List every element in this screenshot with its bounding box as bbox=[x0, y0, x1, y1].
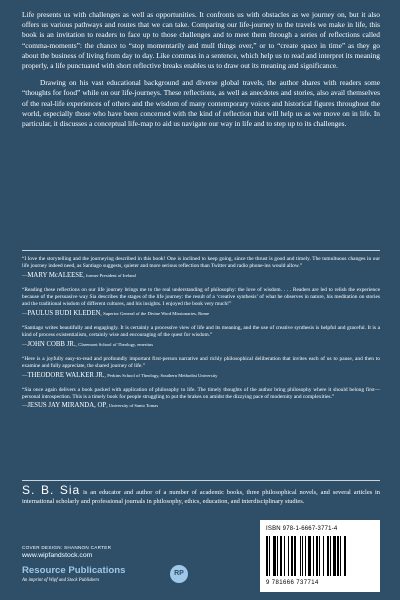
publisher-website: www.wipfandstock.com bbox=[22, 552, 93, 559]
publisher-imprint: An imprint of Wipf and Stock Publishers bbox=[22, 578, 100, 583]
barcode-bar bbox=[300, 536, 301, 576]
review-2 bbox=[22, 287, 380, 318]
barcode-bar bbox=[313, 536, 314, 576]
publisher-name: Resource Publications bbox=[22, 565, 126, 576]
review-quote: “Here is a joyfully easy-to-read and profoundly important first-person narrative and richly philosophical deliberation that invites each of us to pause, and then to examine and fully appreciate, the shared journey of life.” bbox=[22, 355, 380, 370]
reviewer-name: JOHN COBB JR. bbox=[27, 340, 76, 348]
review-attribution: —THEODORE WALKER JR., Perkins School of Theology, Southern Methodist University bbox=[22, 371, 218, 379]
barcode-bar bbox=[273, 536, 276, 576]
barcode-bar bbox=[316, 536, 318, 576]
review-quote: “Sia once again delivers a book packed with application of philosophy to life. The timely thoughts of the author bring philosophy where it should belong first—personal introspection. This is a timely book for people struggling to put the brakes on amidst the dizzying pace of modernity and complexities.” bbox=[22, 386, 380, 401]
barcode-bar bbox=[330, 536, 331, 576]
barcode-bar bbox=[269, 536, 270, 576]
author-name: S. B. Sia bbox=[22, 483, 81, 497]
review-attribution: —MARY McALEESE, former President of Ireland bbox=[22, 271, 136, 279]
barcode-icon bbox=[266, 536, 374, 576]
barcode-bar bbox=[288, 536, 289, 576]
author-bio bbox=[22, 483, 380, 506]
reviewer-name: MARY McALEESE bbox=[27, 271, 84, 279]
barcode-bar bbox=[266, 536, 268, 576]
review-quote: “Santiago writes beautifully and engagingly. It is certainly a processive view of life and its meaning, and the use of creative synthesis is helpful and graceful. It is a kind of process existentialism, certainly wise and encouraging of the quest for wisdom.” bbox=[22, 325, 380, 339]
reviewer-name: PAULUS BUDI KLEDEN bbox=[27, 309, 101, 317]
reviewer-affiliation: Perkins School of Theology, Southern Methodist University bbox=[107, 372, 218, 378]
barcode-bar bbox=[344, 536, 346, 576]
barcode-digits: 9 781666 737714 bbox=[266, 580, 319, 586]
barcode-bar bbox=[305, 536, 306, 576]
isbn-barcode-box bbox=[260, 520, 380, 592]
review-quote: “Reading these reflections on our life journey brings me to the real understanding of philosophy: the love of wisdom. . . . Readers are led to relish the experience because of the persuasive way Sia describes the stages of the life journey: the result of a ‘creative synthesis’ of what he observes in nature, his meditation on stories and the traditional wisdom of different cultures, and his insights. I enjoyed the book very much!” bbox=[22, 286, 380, 308]
barcode-bar bbox=[319, 536, 320, 576]
reviewer-affiliation: Superior General of the Divine Word Missionaries, Rome bbox=[103, 310, 210, 316]
review-quote: “I love the storytelling and the journeying described in this book! One is inclined to keep going, since the thrust is good and timely. The tumultuous changes in our life journey indeed need, as Santiago suggests, quieter and more serious reflection than Twitter and radio phone-ins would allow.” bbox=[22, 256, 380, 270]
reviewer-affiliation: University of Santo Tomas bbox=[108, 403, 159, 409]
barcode-bar bbox=[280, 536, 282, 576]
review-5 bbox=[22, 387, 380, 411]
barcode-bar bbox=[284, 536, 285, 576]
barcode-bar bbox=[323, 536, 324, 576]
publisher-logo-icon: RP bbox=[170, 565, 188, 583]
divider-top bbox=[22, 250, 380, 251]
reviewer-affiliation: Claremont School of Theology, emeritus bbox=[78, 341, 154, 347]
book-description bbox=[22, 10, 380, 129]
description-paragraph-1: Life presents us with challenges as well as opportunities. It confronts us with obstacles as we journey on, but it also offers us various pathways and routes that we can take. Comparing our life-journey to the travels we make in life, this book is an invitation to readers to face up to those challenges and to meet them through a series of reflections called “comma-moments”: the chance to “stop momentarily and mull things over,” or to “create space in time” as they go about the business of living from day to day. Like commas in a sentence, which help us to read and interpret its meaning properly, a life punctuated with short reflective breaks enables us to draw out its meaning and significance. bbox=[22, 10, 380, 71]
review-4 bbox=[22, 356, 380, 380]
barcode-bar bbox=[308, 536, 311, 576]
barcode-bar bbox=[277, 536, 278, 576]
cover-design-credit: COVER DESIGN: SHANNON CARTER bbox=[22, 545, 112, 550]
description-paragraph-2: Drawing on his vast educational background and diverse global travels, the author shares with readers some “thoughts for food” while on our life-journeys. These reflections, as well as anecdotes and stories, also avail themselves of the real-life experiences of others and the wisdom of many contemporary voices and historical figures throughout the world, especially those who have been concerned with the kind of reflection that will help us as we move on in life. In particular, it discusses a conceptual life-map to aid us navigate our way in life and to step up to its challenges. bbox=[22, 78, 380, 129]
reviewer-affiliation: former President of Ireland bbox=[85, 272, 136, 278]
barcode-bar bbox=[294, 536, 296, 576]
barcode-bar bbox=[302, 536, 303, 576]
barcode-bar bbox=[337, 536, 339, 576]
barcode-bar bbox=[291, 536, 293, 576]
review-attribution: —PAULUS BUDI KLEDEN, Superior General of the Divine Word Missionaries, Rome bbox=[22, 309, 210, 317]
review-1 bbox=[22, 256, 380, 280]
reviewer-name: THEODORE WALKER JR. bbox=[27, 371, 105, 379]
review-attribution: —JESUS JAY MIRANDA, OP, University of Santo Tomas bbox=[22, 402, 159, 410]
reviews-section bbox=[22, 256, 380, 418]
barcode-bar bbox=[340, 536, 341, 576]
isbn-label: ISBN 978-1-6667-3771-4 bbox=[266, 526, 338, 532]
divider-bottom bbox=[22, 480, 380, 481]
review-3 bbox=[22, 325, 380, 349]
reviewer-name: JESUS JAY MIRANDA, OP bbox=[27, 402, 107, 410]
review-attribution: —JOHN COBB JR., Claremont School of Theology, emeritus bbox=[22, 340, 154, 348]
barcode-bar bbox=[333, 536, 336, 576]
barcode-bar bbox=[327, 536, 329, 576]
author-bio-text: is an educator and author of a number of academic books, three philosophical novels, and several articles in international scholarly and professional journals in philosophy, ethics, education, and interdisciplinary studies. bbox=[22, 489, 380, 505]
